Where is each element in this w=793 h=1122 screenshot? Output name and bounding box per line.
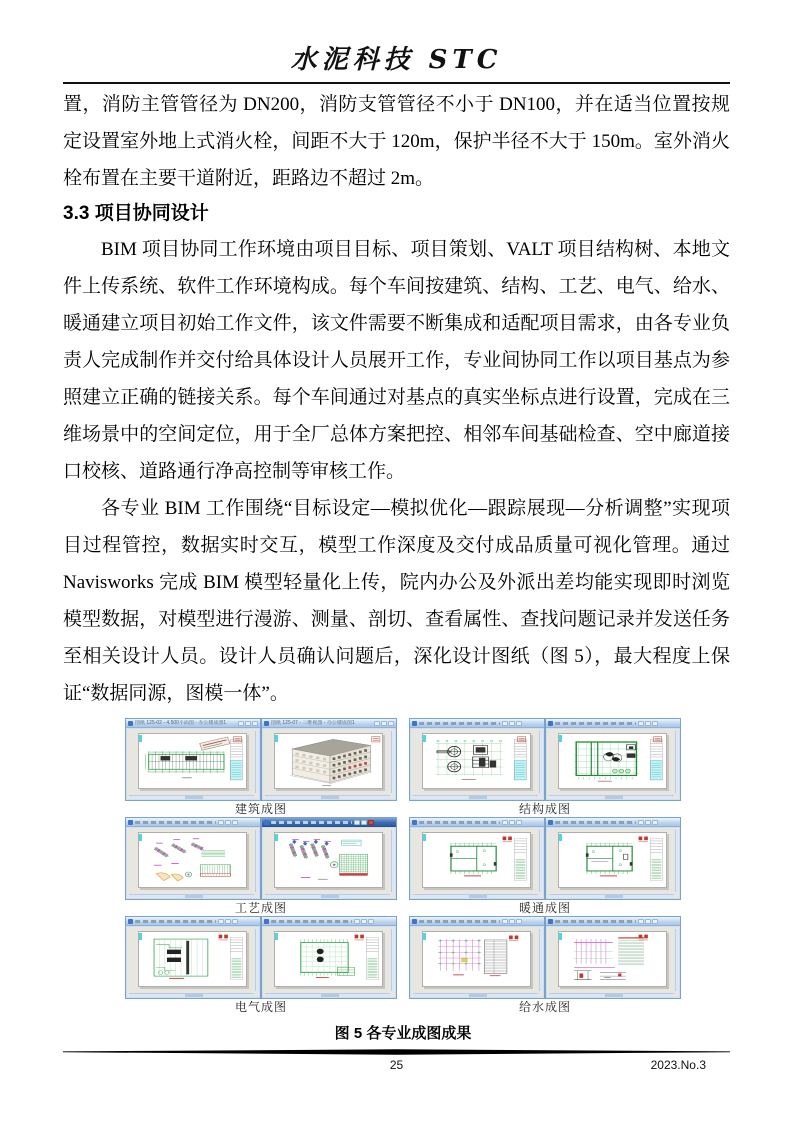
drawing-sheet (274, 733, 384, 790)
cad-drawing (139, 932, 247, 987)
maximize-button (509, 820, 515, 825)
horizontal-scrollbar (549, 993, 674, 997)
cad-window (261, 718, 397, 801)
cad-drawing (559, 833, 667, 888)
app-icon (548, 721, 553, 726)
window-title (555, 920, 636, 923)
drawing-sheet (138, 832, 248, 889)
vertical-scrollbar (675, 929, 679, 991)
window-canvas (411, 729, 543, 799)
close-button (652, 721, 658, 726)
window-titlebar (546, 719, 680, 728)
sheet-tab (559, 933, 562, 940)
footer-rule (63, 1049, 730, 1055)
app-icon (128, 820, 133, 825)
minimize-button (354, 919, 360, 924)
window-title (271, 920, 352, 923)
minimize-button (502, 721, 508, 726)
window-canvas (127, 927, 259, 997)
window-title (419, 920, 500, 923)
cad-drawing (423, 734, 531, 789)
close-button (368, 919, 374, 924)
figure-group (125, 718, 397, 816)
figure-group-label: 建筑成图 (234, 802, 287, 816)
figure-group-label: 工艺成图 (234, 901, 287, 915)
minimize-button (638, 919, 644, 924)
sheet-tab (139, 735, 142, 742)
maximize-button (361, 919, 367, 924)
window-canvas (547, 828, 679, 898)
cad-window (261, 916, 397, 999)
minimize-button (218, 919, 224, 924)
minimize-button (218, 820, 224, 825)
app-icon (412, 919, 417, 924)
window-titlebar (126, 719, 260, 728)
vertical-scrollbar (539, 830, 543, 892)
close-button (516, 919, 522, 924)
app-icon (264, 820, 269, 825)
cad-window (545, 916, 681, 999)
header-rule (63, 82, 730, 84)
cad-drawing (423, 932, 531, 987)
sheet-tab (423, 735, 426, 742)
drawing-sheet (138, 733, 248, 790)
app-icon (264, 721, 269, 726)
sheet-tab (275, 834, 278, 841)
drawing-sheet (274, 931, 384, 988)
vertical-scrollbar (255, 830, 259, 892)
window-canvas (263, 729, 395, 799)
window-title: 图纸 125-02 - 4.500平面图 - 办公楼成图1 (135, 720, 227, 726)
close-button (516, 820, 522, 825)
cad-drawing (275, 833, 383, 888)
cad-window (545, 817, 681, 900)
vertical-scrollbar (255, 731, 259, 793)
window-canvas (263, 927, 395, 997)
horizontal-scrollbar (265, 795, 390, 799)
figure-caption: 图 5 各专业成图成果 (334, 1025, 472, 1042)
sheet-tab (423, 933, 426, 940)
figure-group (409, 718, 681, 816)
page-footer (63, 1049, 730, 1074)
horizontal-scrollbar (549, 795, 674, 799)
paragraph-intro: 置，消防主管管径为 DN200，消防支管管径不小于 DN100，并在适当位置按规定设置室外地上式消火栓，间距不大于 120m，保护半径不大于 150m。室外消火栓布置在主要干道附近，距路边不超过 2m。 (63, 94, 730, 189)
footer-meta (63, 1058, 730, 1074)
window-title (135, 920, 216, 923)
maximize-button (225, 820, 231, 825)
app-icon (412, 721, 417, 726)
minimize-button (502, 820, 508, 825)
figure-group (409, 817, 681, 915)
cad-window (409, 916, 545, 999)
journal-header (0, 0, 793, 76)
maximize-button (509, 721, 515, 726)
window-title (419, 722, 500, 725)
window-title (555, 821, 636, 824)
sheet-tab (559, 735, 562, 742)
figure-row (125, 916, 681, 1014)
close-button (652, 820, 658, 825)
cad-drawing (139, 833, 247, 888)
window-canvas (127, 828, 259, 898)
page-content (0, 86, 793, 1043)
app-icon (548, 919, 553, 924)
horizontal-scrollbar (265, 993, 390, 997)
drawing-sheet (422, 832, 532, 889)
sheet-tab (275, 933, 278, 940)
minimize-button (374, 721, 380, 726)
window-title (271, 821, 352, 824)
maximize-button (645, 919, 651, 924)
cad-window (409, 718, 545, 801)
close-button (232, 919, 238, 924)
figure-group-label: 电气成图 (234, 1000, 287, 1014)
cad-window (545, 718, 681, 801)
close-button (652, 919, 658, 924)
minimize-button (638, 721, 644, 726)
sheet-tab (139, 834, 142, 841)
cad-drawing (275, 734, 383, 789)
paragraph-1: BIM 项目协同工作环境由项目目标、项目策划、VALT 项目结构树、本地文件上传系统、软件工作环境构成。每个车间按建筑、结构、工艺、电气、给水、暖通建立项目初始工作文件，该文件需要不断集成和适配项目需求，由各专业负责人完成制作并交付给具体设计人员展开工作，专业间协同工作以项目基点为参照建立正确的链接关系。每个车间通过对基点的真实坐标点进行设置，完成在三维场景中的空间定位，用于全厂总体方案把控、相邻车间基础检查、空中廊道接口校核、道路通行净高控制等审核工作。 (63, 239, 730, 482)
minimize-button (638, 820, 644, 825)
maximize-button (645, 820, 651, 825)
drawing-sheet (274, 832, 384, 889)
maximize-button (381, 721, 387, 726)
sheet-tab (275, 735, 278, 742)
window-canvas (127, 729, 259, 799)
issue-number: 2023.No.3 (650, 1058, 706, 1072)
maximize-button (509, 919, 515, 924)
drawing-sheet (558, 733, 668, 790)
vertical-scrollbar (391, 731, 395, 793)
vertical-scrollbar (675, 830, 679, 892)
horizontal-scrollbar (129, 894, 254, 898)
app-icon (548, 820, 553, 825)
cad-drawing (559, 932, 667, 987)
close-button (516, 721, 522, 726)
figure-row (125, 817, 681, 915)
drawing-sheet (422, 931, 532, 988)
maximize-button (645, 721, 651, 726)
vertical-scrollbar (255, 929, 259, 991)
vertical-scrollbar (391, 929, 395, 991)
vertical-scrollbar (675, 731, 679, 793)
window-titlebar (546, 917, 680, 926)
window-canvas (411, 828, 543, 898)
cad-window (261, 817, 397, 900)
window-titlebar (410, 917, 544, 926)
horizontal-scrollbar (129, 795, 254, 799)
window-title (419, 821, 500, 824)
maximize-button (225, 919, 231, 924)
cad-window (409, 817, 545, 900)
horizontal-scrollbar (413, 795, 538, 799)
window-titlebar (262, 818, 396, 827)
window-title (135, 821, 216, 824)
window-titlebar (262, 719, 396, 728)
cad-drawing (139, 734, 247, 789)
cad-window (125, 718, 261, 801)
window-titlebar (410, 818, 544, 827)
window-titlebar (126, 818, 260, 827)
close-button (368, 820, 374, 825)
cad-window (125, 817, 261, 900)
figure-group-label: 结构成图 (518, 802, 571, 816)
close-button (388, 721, 394, 726)
app-icon (128, 919, 133, 924)
cad-window (125, 916, 261, 999)
app-icon (128, 721, 133, 726)
window-title: 图纸 125-07 - 三维视图 - 办公楼成图1 (271, 720, 355, 726)
window-titlebar (410, 719, 544, 728)
cad-drawing (423, 833, 531, 888)
window-canvas (547, 927, 679, 997)
figure-group (409, 916, 681, 1014)
journal-title: 水泥科技 STC (290, 45, 503, 75)
app-icon (264, 919, 269, 924)
window-titlebar (262, 917, 396, 926)
minimize-button (238, 721, 244, 726)
sheet-tab (423, 834, 426, 841)
vertical-scrollbar (539, 731, 543, 793)
horizontal-scrollbar (413, 894, 538, 898)
drawing-sheet (422, 733, 532, 790)
drawing-sheet (558, 832, 668, 889)
close-button (252, 721, 258, 726)
drawing-sheet (558, 931, 668, 988)
horizontal-scrollbar (413, 993, 538, 997)
figure-group-label: 给水成图 (518, 1000, 571, 1014)
figure-5 (125, 718, 681, 1043)
vertical-scrollbar (391, 830, 395, 892)
window-title (555, 722, 636, 725)
figure-grid (125, 718, 681, 1014)
figure-row (125, 718, 681, 816)
window-canvas (263, 828, 395, 898)
figure-group (125, 916, 397, 1014)
maximize-button (361, 820, 367, 825)
cad-drawing (559, 734, 667, 789)
maximize-button (245, 721, 251, 726)
page-number: 25 (389, 1058, 404, 1072)
cad-drawing (275, 932, 383, 987)
drawing-sheet (138, 931, 248, 988)
horizontal-scrollbar (129, 993, 254, 997)
sheet-tab (559, 834, 562, 841)
minimize-button (354, 820, 360, 825)
sheet-tab (139, 933, 142, 940)
app-icon (412, 820, 417, 825)
minimize-button (502, 919, 508, 924)
window-canvas (547, 729, 679, 799)
figure-group (125, 817, 397, 915)
section-heading: 3.3 项目协同设计 (63, 203, 209, 224)
window-titlebar (546, 818, 680, 827)
figure-group-label: 暖通成图 (518, 901, 571, 915)
horizontal-scrollbar (265, 894, 390, 898)
window-titlebar (126, 917, 260, 926)
close-button (232, 820, 238, 825)
window-canvas (411, 927, 543, 997)
vertical-scrollbar (539, 929, 543, 991)
horizontal-scrollbar (549, 894, 674, 898)
paragraph-2: 各专业 BIM 工作围绕“目标设定—模拟优化—跟踪展现—分析调整”实现项目过程管控，数据实时交互，模型工作深度及交付成品质量可视化管理。通过 Navisworks 完成 BIM 模型轻量化上传，院内办公及外派出差均能实现即时浏览模型数据，对模型进行漫游、测量、剖切、查看属性、查找问题记录并发送任务至相关设计人员。设计人员确认问题后，深化设计图纸（图 5），最大程度上保证“数据同源，图模一体”。 (63, 498, 730, 704)
